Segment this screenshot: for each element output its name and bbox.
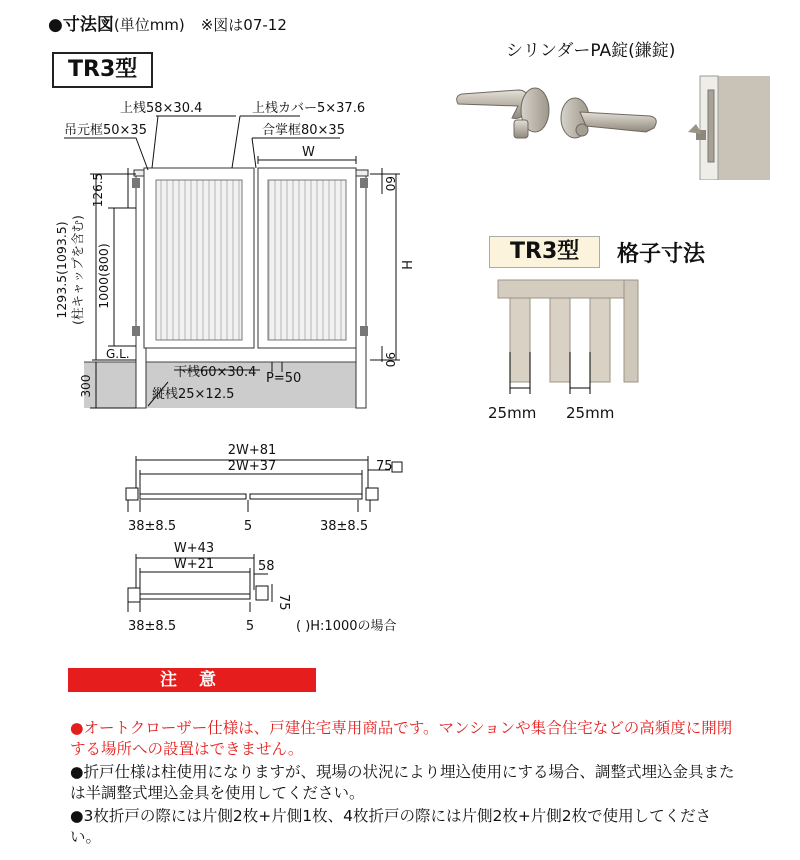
lock-title: シリンダーPA錠(鎌錠) bbox=[506, 41, 676, 61]
right-post bbox=[356, 174, 366, 408]
lattice-diagram bbox=[480, 272, 660, 422]
unit-label: (単位mm) bbox=[113, 16, 185, 34]
plan-post-left bbox=[126, 488, 138, 500]
lattice-dim-bar: 25mm bbox=[488, 404, 537, 422]
label-126: 126.5 bbox=[91, 172, 105, 208]
label-height: H bbox=[398, 260, 413, 270]
plan-double-post: 75 bbox=[376, 459, 393, 474]
label-90: 90 bbox=[383, 352, 397, 368]
lattice-title: 格子寸法 bbox=[617, 242, 706, 267]
figure-note: ※図は07-12 bbox=[200, 16, 287, 34]
plan-single-post-left bbox=[128, 588, 140, 602]
label-overall-height: 1293.5(1093.5) bbox=[54, 221, 69, 319]
plan-leaf-left bbox=[140, 494, 246, 499]
plan-view-double bbox=[100, 440, 440, 540]
label-meeting-frame: 合掌框80×35 bbox=[262, 123, 345, 138]
lock-illustration bbox=[440, 70, 770, 180]
plan-double-left: 38±8.5 bbox=[128, 519, 177, 534]
label-gate-height: 1000(800) bbox=[96, 243, 111, 309]
plan-single-left: 38±8.5 bbox=[128, 619, 177, 634]
label-300: 300 bbox=[79, 374, 93, 398]
plan-post-right bbox=[366, 488, 378, 500]
lever-handle-left bbox=[457, 88, 549, 138]
plan-view-single bbox=[100, 540, 440, 640]
lock-latch-photo bbox=[688, 76, 770, 180]
label-gl: G.L. bbox=[106, 347, 130, 361]
plan-single-leaf bbox=[140, 594, 250, 599]
plan-single-post-d: 75 bbox=[276, 594, 291, 611]
lever-handle-right bbox=[561, 98, 656, 138]
notice-item: ●折戸仕様は柱使用になりますが、現場の状況により埋込使用にする場合、調整式埋込金具または半調整式埋込金具を使用してください。 bbox=[70, 763, 735, 802]
notice-item: ●オートクローザー仕様は、戸建住宅専用商品です。マンションや集合住宅などの高頻度に開閉する場所への設置はできません。 bbox=[70, 719, 733, 758]
section-title bbox=[48, 10, 287, 35]
label-top-rail-cover: 上桟カバー5×37.6 bbox=[252, 101, 366, 116]
label-pitch: P=50 bbox=[266, 371, 302, 386]
notice-title-bar: 注 意 bbox=[68, 668, 316, 692]
plan-leaf-right bbox=[250, 494, 362, 499]
plan-double-right: 38±8.5 bbox=[320, 519, 369, 534]
lattice-model-box: TR3型 bbox=[489, 236, 600, 268]
label-vertical-bar: 縦桟25×12.5 bbox=[152, 387, 235, 402]
plan-double-outer: 2W+81 bbox=[227, 443, 277, 458]
front-elevation bbox=[40, 90, 420, 420]
label-60: 60 bbox=[383, 176, 397, 192]
plan-single-center: 5 bbox=[245, 619, 255, 634]
plan-single-post-right bbox=[256, 586, 268, 600]
label-cap-note: (柱キャップを含む) bbox=[70, 215, 85, 325]
plan-single-outer: W+43 bbox=[173, 541, 215, 556]
plan-double-center: 5 bbox=[243, 519, 253, 534]
plan-single-inner: W+21 bbox=[173, 557, 215, 572]
label-bottom-rail: 下桟60×30.4 bbox=[174, 365, 257, 380]
label-hinge-frame: 吊元框50×35 bbox=[64, 123, 147, 138]
label-width: W bbox=[302, 145, 315, 160]
notice-item: ●3枚折戸の際には片側2枚+片側1枚、4枚折戸の際には片側2枚+片側2枚で使用してください。 bbox=[70, 807, 712, 846]
model-box: TR3型 bbox=[52, 52, 153, 88]
label-top-rail: 上桟58×30.4 bbox=[120, 101, 203, 116]
plan-single-post-w: 58 bbox=[258, 559, 275, 574]
section-title-text: ●寸法図 bbox=[48, 15, 114, 35]
lattice-dim-gap: 25mm bbox=[566, 404, 615, 422]
notice-list bbox=[70, 718, 740, 850]
plan-double-inner: 2W+37 bbox=[227, 459, 277, 474]
plan-single-note: ( )H:1000の場合 bbox=[296, 619, 397, 634]
